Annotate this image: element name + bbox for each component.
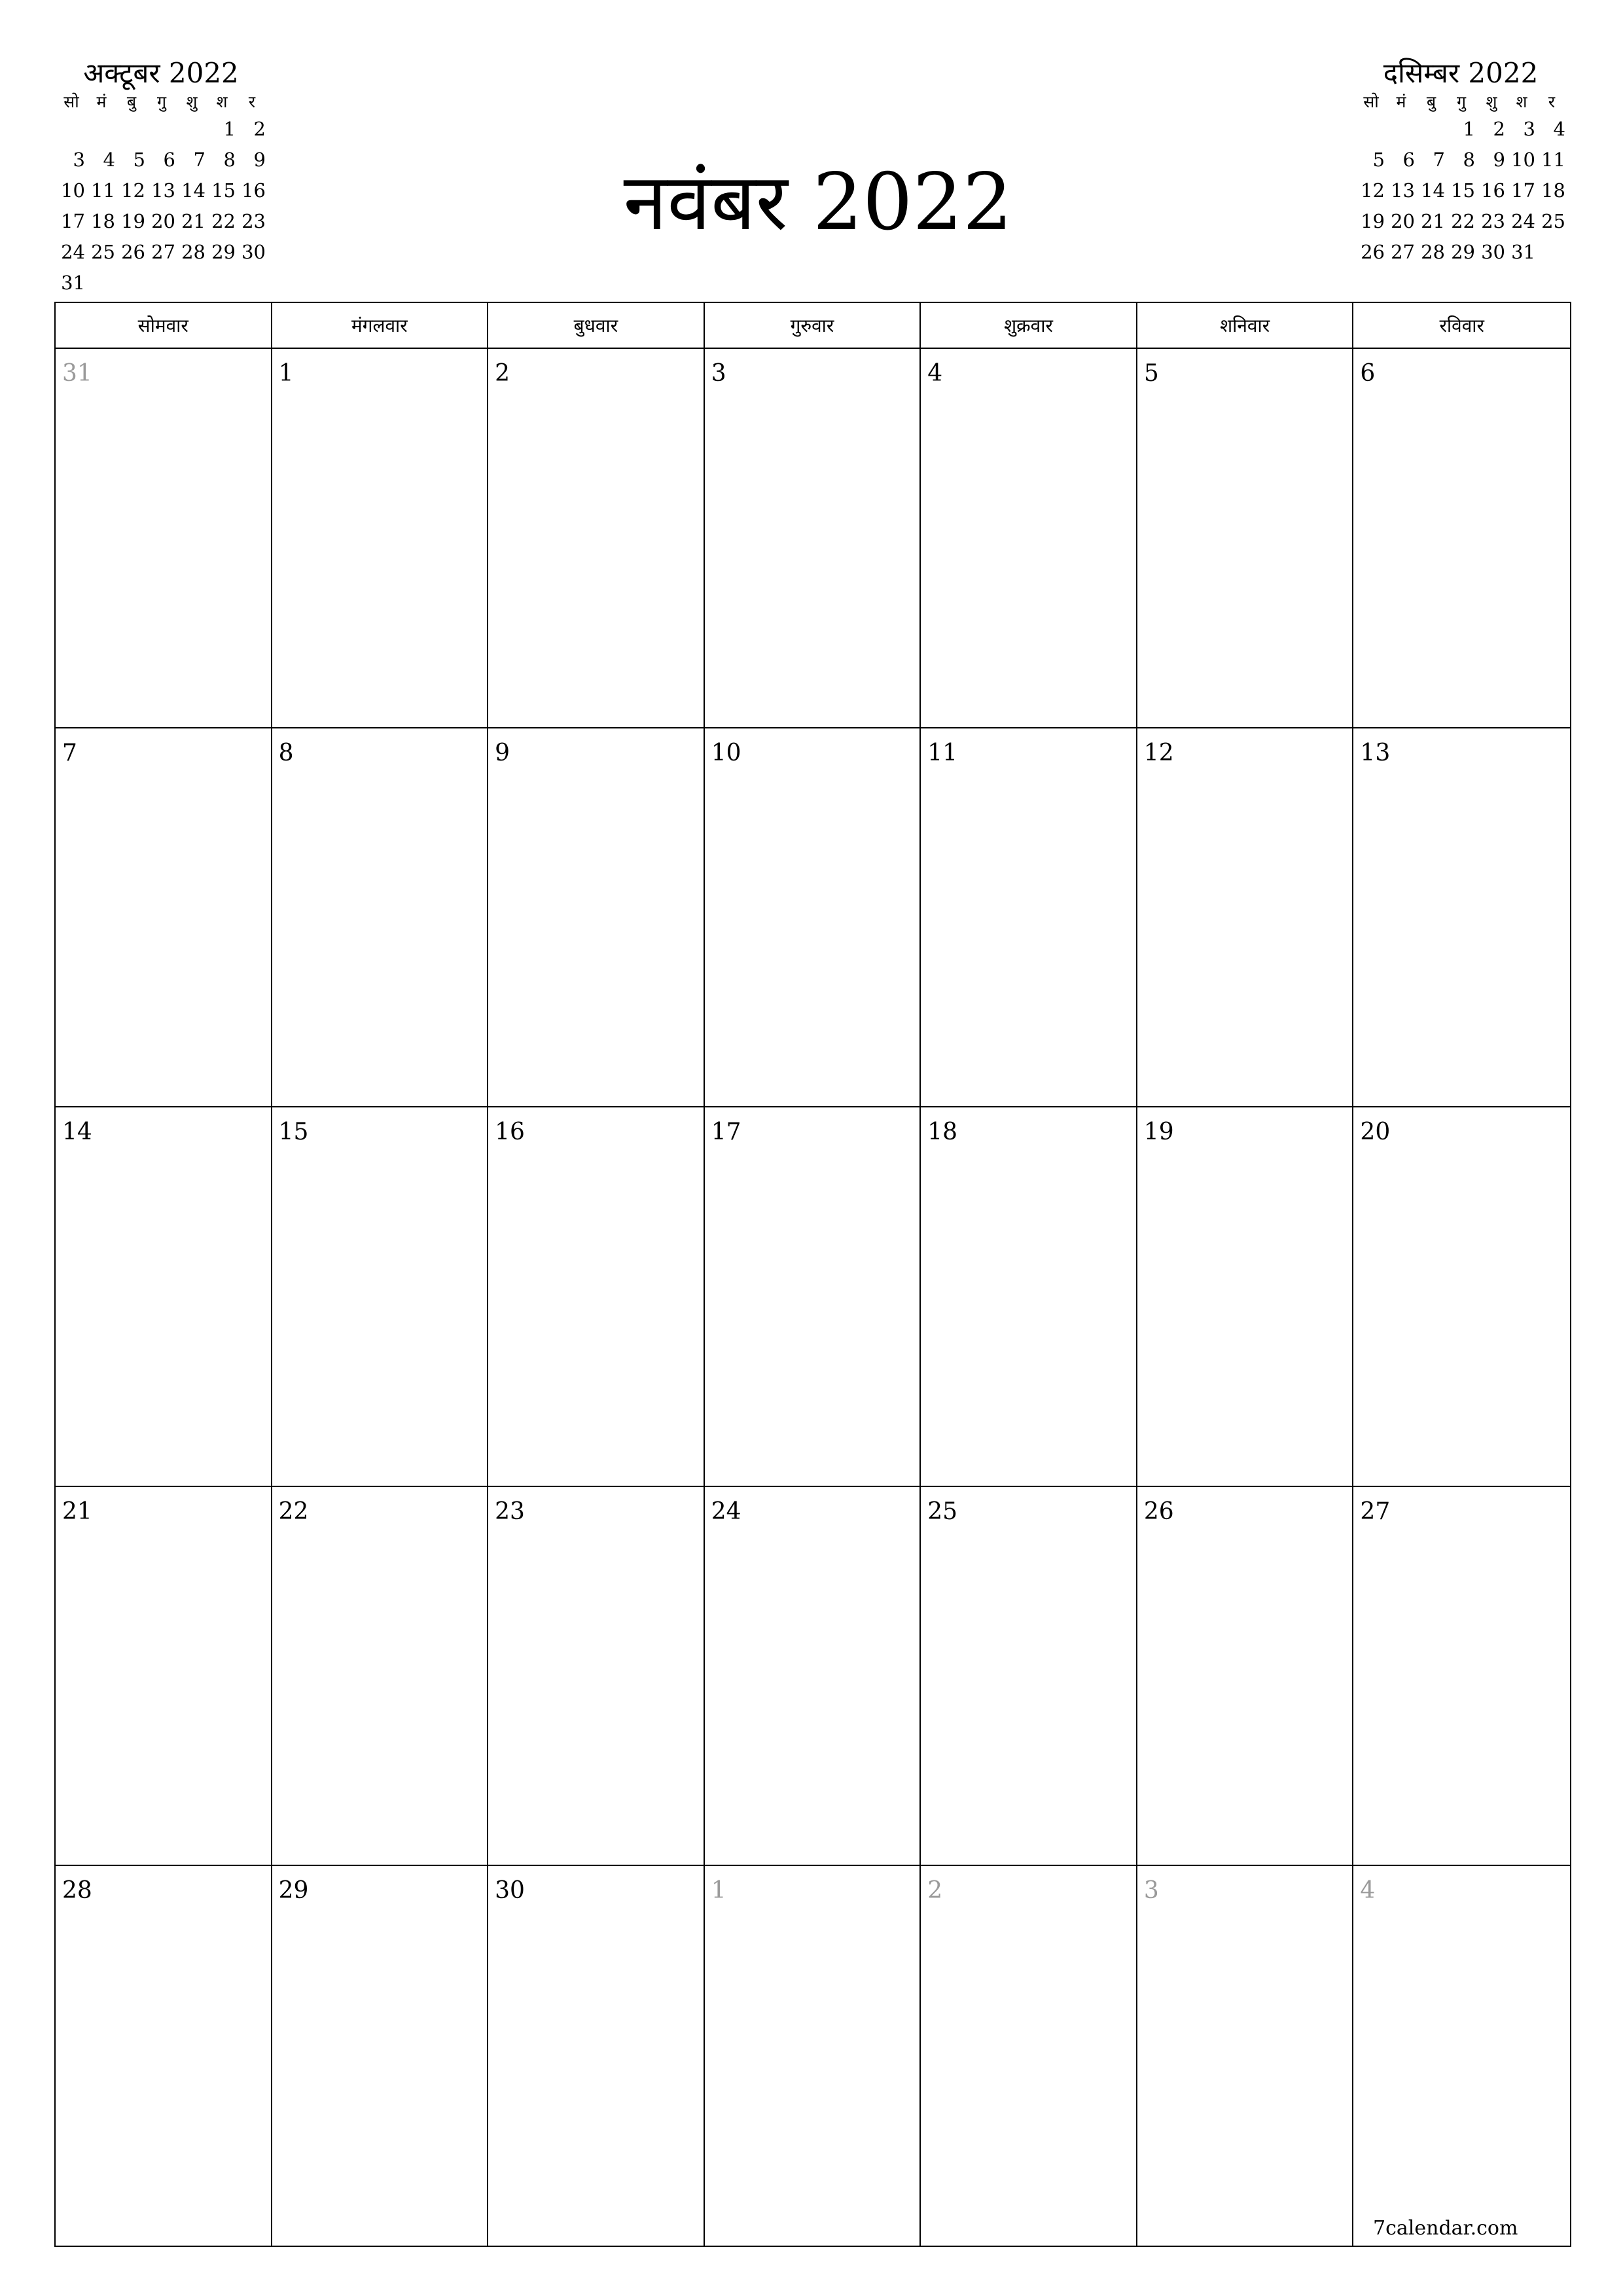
mini-weekday-header: गु bbox=[156, 92, 167, 111]
day-number: 30 bbox=[495, 1877, 525, 1905]
mini-day: 5 bbox=[133, 149, 145, 171]
mini-day: 16 bbox=[1481, 179, 1505, 202]
day-cell[interactable] bbox=[921, 728, 1137, 1108]
mini-weekday-header: र bbox=[248, 92, 256, 111]
day-number: 28 bbox=[62, 1877, 92, 1905]
mini-day-empty bbox=[56, 114, 86, 145]
mini-day: 8 bbox=[1463, 149, 1475, 171]
mini-day: 18 bbox=[1541, 179, 1565, 202]
mini-calendar-next-title: दसिम्बर 2022 bbox=[1383, 57, 1539, 89]
mini-weekday-header: बु bbox=[1426, 92, 1436, 111]
month-grid bbox=[54, 302, 1571, 2247]
mini-day: 1 bbox=[1463, 118, 1475, 140]
mini-day: 17 bbox=[1511, 179, 1535, 202]
mini-day: 2 bbox=[1493, 118, 1505, 140]
mini-day: 22 bbox=[1451, 210, 1475, 232]
day-cell[interactable] bbox=[1353, 728, 1570, 1108]
day-cell[interactable] bbox=[921, 1107, 1137, 1487]
day-number: 1 bbox=[278, 360, 294, 387]
day-number: 27 bbox=[1360, 1498, 1391, 1525]
mini-day-empty bbox=[116, 114, 147, 145]
day-cell[interactable] bbox=[705, 1487, 921, 1867]
mini-day: 7 bbox=[1433, 149, 1445, 171]
day-number: 2 bbox=[927, 1877, 943, 1905]
mini-day: 23 bbox=[1481, 210, 1505, 232]
mini-day: 15 bbox=[211, 179, 236, 202]
day-cell[interactable] bbox=[705, 349, 921, 728]
day-cell[interactable] bbox=[56, 349, 272, 728]
mini-day: 15 bbox=[1451, 179, 1475, 202]
mini-day: 23 bbox=[241, 210, 266, 232]
mini-day: 27 bbox=[151, 241, 175, 263]
day-cell[interactable] bbox=[921, 349, 1137, 728]
mini-day: 9 bbox=[253, 149, 266, 171]
day-cell[interactable] bbox=[272, 728, 489, 1108]
day-number: 13 bbox=[1360, 739, 1391, 766]
mini-day: 3 bbox=[1523, 118, 1535, 140]
day-number: 5 bbox=[1143, 360, 1159, 387]
mini-day: 31 bbox=[1511, 241, 1535, 263]
day-number: 4 bbox=[1360, 1877, 1376, 1905]
mini-calendar-next bbox=[1356, 56, 1565, 268]
mini-day: 30 bbox=[1481, 241, 1505, 263]
mini-day: 10 bbox=[61, 179, 85, 202]
day-cell[interactable] bbox=[488, 728, 705, 1108]
weekday-header: शनिवार bbox=[1137, 303, 1354, 349]
mini-weekday-header: श bbox=[1516, 92, 1527, 111]
mini-day: 14 bbox=[181, 179, 205, 202]
mini-day: 18 bbox=[91, 210, 115, 232]
day-number: 3 bbox=[1143, 1877, 1159, 1905]
mini-day: 14 bbox=[1421, 179, 1445, 202]
mini-day: 29 bbox=[1451, 241, 1475, 263]
day-cell[interactable] bbox=[56, 728, 272, 1108]
day-cell[interactable] bbox=[705, 1107, 921, 1487]
day-cell[interactable] bbox=[56, 1487, 272, 1867]
mini-weekday-header: गु bbox=[1456, 92, 1467, 111]
mini-day: 6 bbox=[163, 149, 175, 171]
day-cell[interactable] bbox=[272, 349, 489, 728]
day-cell[interactable] bbox=[1353, 349, 1570, 728]
mini-weekday-header: बु bbox=[126, 92, 137, 111]
mini-weekday-header: शु bbox=[1486, 92, 1497, 111]
day-cell[interactable] bbox=[488, 349, 705, 728]
day-cell[interactable] bbox=[56, 1866, 272, 2246]
day-cell[interactable] bbox=[56, 1107, 272, 1487]
mini-day: 6 bbox=[1402, 149, 1415, 171]
page-title: नवंबर 2022 bbox=[623, 157, 1013, 248]
mini-day: 12 bbox=[121, 179, 145, 202]
mini-day: 24 bbox=[61, 241, 85, 263]
mini-day: 19 bbox=[1361, 210, 1385, 232]
day-number: 16 bbox=[495, 1119, 525, 1146]
mini-day: 3 bbox=[73, 149, 85, 171]
mini-day: 24 bbox=[1511, 210, 1535, 232]
day-cell[interactable] bbox=[488, 1487, 705, 1867]
weekday-header: सोमवार bbox=[56, 303, 272, 349]
mini-weekday-header: र bbox=[1548, 92, 1556, 111]
mini-day-empty bbox=[1356, 114, 1386, 145]
mini-day: 22 bbox=[211, 210, 236, 232]
weekday-header: मंगलवार bbox=[272, 303, 489, 349]
mini-day: 28 bbox=[1421, 241, 1445, 263]
mini-calendar-prev bbox=[56, 56, 266, 298]
weekday-header: गुरुवार bbox=[705, 303, 921, 349]
mini-weekday-header: सो bbox=[63, 92, 79, 111]
mini-day: 31 bbox=[61, 272, 85, 294]
mini-calendar-prev-grid bbox=[56, 90, 266, 298]
mini-day: 20 bbox=[1391, 210, 1415, 232]
day-number: 2 bbox=[495, 360, 510, 387]
day-cell[interactable] bbox=[488, 1866, 705, 2246]
mini-day: 5 bbox=[1372, 149, 1385, 171]
mini-day: 11 bbox=[91, 179, 115, 202]
day-number: 15 bbox=[278, 1119, 309, 1146]
day-number: 21 bbox=[62, 1498, 92, 1525]
weekday-header: रविवार bbox=[1353, 303, 1570, 349]
day-number: 6 bbox=[1360, 360, 1376, 387]
day-number: 1 bbox=[711, 1877, 726, 1905]
mini-day: 21 bbox=[181, 210, 205, 232]
mini-day: 7 bbox=[193, 149, 205, 171]
mini-calendar-prev-title: अक्टूबर 2022 bbox=[83, 57, 239, 89]
weekday-header: बुधवार bbox=[488, 303, 705, 349]
mini-calendar-next-grid bbox=[1356, 90, 1565, 268]
day-cell[interactable] bbox=[1137, 1866, 1354, 2246]
day-cell[interactable] bbox=[1353, 1487, 1570, 1867]
day-cell[interactable] bbox=[488, 1107, 705, 1487]
day-cell[interactable] bbox=[272, 1866, 489, 2246]
mini-day: 28 bbox=[181, 241, 205, 263]
mini-day: 21 bbox=[1421, 210, 1445, 232]
day-cell[interactable] bbox=[921, 1866, 1137, 2246]
day-number: 3 bbox=[711, 360, 726, 387]
day-number: 20 bbox=[1360, 1119, 1391, 1146]
day-cell[interactable] bbox=[1137, 1487, 1354, 1867]
mini-day-empty bbox=[86, 114, 116, 145]
mini-day: 12 bbox=[1361, 179, 1385, 202]
mini-day: 20 bbox=[151, 210, 175, 232]
day-number: 17 bbox=[711, 1119, 741, 1146]
mini-day: 30 bbox=[241, 241, 266, 263]
mini-day-empty bbox=[1416, 114, 1446, 145]
footer-credit: 7calendar.com bbox=[1373, 2217, 1518, 2240]
mini-day: 29 bbox=[211, 241, 236, 263]
mini-day: 19 bbox=[121, 210, 145, 232]
day-number: 4 bbox=[927, 360, 943, 387]
mini-day: 9 bbox=[1493, 149, 1505, 171]
day-number: 31 bbox=[62, 360, 92, 387]
day-cell[interactable] bbox=[705, 1866, 921, 2246]
day-cell[interactable] bbox=[1137, 1107, 1354, 1487]
mini-weekday-header: मं bbox=[96, 92, 107, 111]
mini-day-empty bbox=[147, 114, 177, 145]
mini-weekday-header: सो bbox=[1363, 92, 1379, 111]
day-number: 19 bbox=[1143, 1119, 1174, 1146]
day-cell[interactable] bbox=[921, 1487, 1137, 1867]
day-number: 8 bbox=[278, 739, 294, 766]
day-number: 29 bbox=[278, 1877, 309, 1905]
day-cell[interactable] bbox=[1353, 1107, 1570, 1487]
day-number: 18 bbox=[927, 1119, 958, 1146]
mini-weekday-header: मं bbox=[1396, 92, 1406, 111]
day-cell[interactable] bbox=[705, 728, 921, 1108]
day-cell[interactable] bbox=[272, 1487, 489, 1867]
mini-day-empty bbox=[1386, 114, 1416, 145]
day-number: 24 bbox=[711, 1498, 741, 1525]
day-number: 11 bbox=[927, 739, 958, 766]
mini-day: 13 bbox=[151, 179, 175, 202]
mini-day: 26 bbox=[1361, 241, 1385, 263]
day-number: 14 bbox=[62, 1119, 92, 1146]
mini-day: 17 bbox=[61, 210, 85, 232]
day-number: 7 bbox=[62, 739, 77, 766]
mini-day: 4 bbox=[103, 149, 115, 171]
mini-day: 4 bbox=[1553, 118, 1565, 140]
day-number: 26 bbox=[1143, 1498, 1174, 1525]
day-number: 25 bbox=[927, 1498, 958, 1525]
mini-day: 10 bbox=[1511, 149, 1535, 171]
day-number: 9 bbox=[495, 739, 510, 766]
mini-day-empty bbox=[177, 114, 207, 145]
weekday-header: शुक्रवार bbox=[921, 303, 1137, 349]
day-number: 12 bbox=[1143, 739, 1174, 766]
mini-day: 13 bbox=[1391, 179, 1415, 202]
mini-day: 25 bbox=[1541, 210, 1565, 232]
mini-day: 16 bbox=[241, 179, 266, 202]
mini-day: 26 bbox=[121, 241, 145, 263]
day-cell[interactable] bbox=[1137, 728, 1354, 1108]
mini-day: 27 bbox=[1391, 241, 1415, 263]
day-cell[interactable] bbox=[1353, 1866, 1570, 2246]
day-cell[interactable] bbox=[272, 1107, 489, 1487]
mini-weekday-header: श bbox=[216, 92, 228, 111]
mini-day: 1 bbox=[223, 118, 236, 140]
mini-weekday-header: शु bbox=[186, 92, 198, 111]
day-number: 22 bbox=[278, 1498, 309, 1525]
day-number: 10 bbox=[711, 739, 741, 766]
day-cell[interactable] bbox=[1137, 349, 1354, 728]
mini-day: 8 bbox=[223, 149, 236, 171]
mini-day: 2 bbox=[253, 118, 266, 140]
mini-day: 25 bbox=[91, 241, 115, 263]
mini-day: 11 bbox=[1541, 149, 1565, 171]
day-number: 23 bbox=[495, 1498, 525, 1525]
